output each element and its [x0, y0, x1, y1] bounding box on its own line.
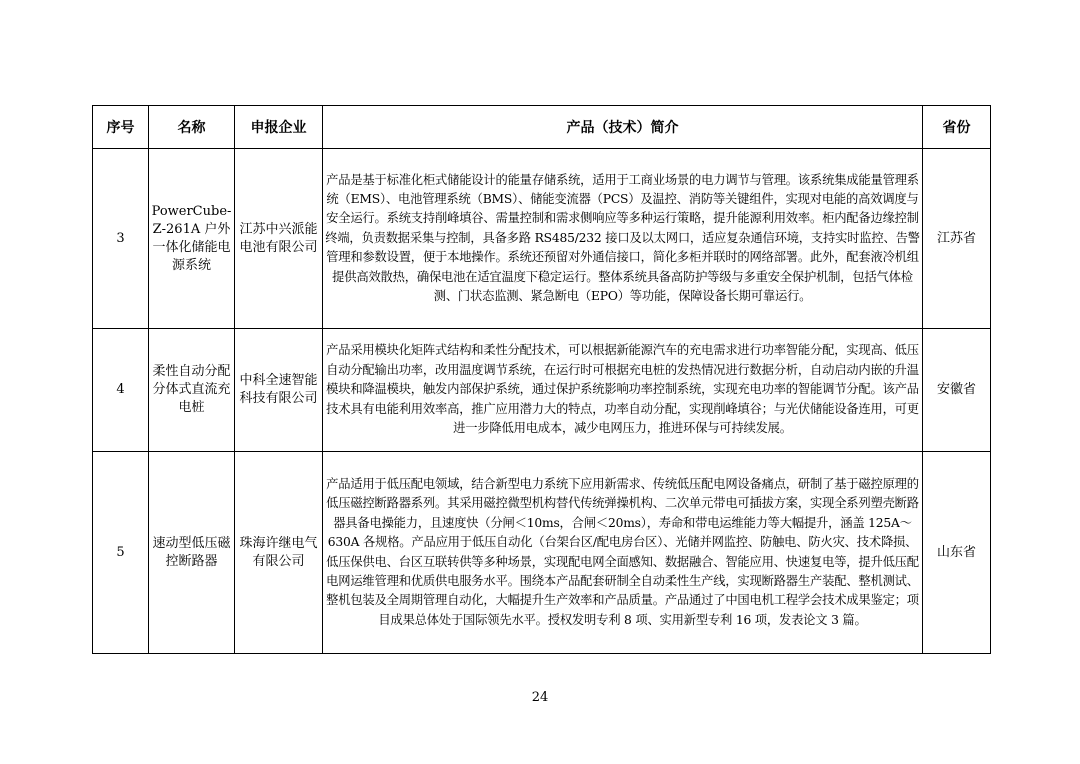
table-header-row — [93, 106, 991, 149]
page-number: 24 — [531, 690, 549, 705]
row-name: 速动型低压磁控断路器 — [149, 452, 235, 654]
row-company: 珠海许继电气有限公司 — [235, 452, 323, 654]
header-name: 名称 — [149, 106, 235, 149]
header-province: 省份 — [923, 106, 991, 149]
row-index: 4 — [93, 329, 149, 452]
row-name: 柔性自动分配分体式直流充电桩 — [149, 329, 235, 452]
row-intro: 产品是基于标准化柜式储能设计的能量存储系统，适用于工商业场景的电力调节与管理。该系统集成能量管理系统（EMS）、电池管理系统（BMS）、储能变流器（PCS）及温控、消防等关键组件，实现对电能的高效调度与安全运行。系统支持削峰填谷、需量控制和需求侧响应等多种运行策略，提升能源利用效率。柜内配备边缘控制终端，负责数据采集与控制，具备多路 RS485/232 接口及以太网口，适应复杂通信环境，支持实时监控、告警管理和参数设置，便于本地操作。系统还预留对外通信接口，简化多柜并联时的网络部署。此外，配套液冷机组提供高效散热，确保电池在适宜温度下稳定运行。整体系统具备高防护等级与多重安全保护机制，包括气体检测、门状态监测、紧急断电（EPO）等功能，保障设备长期可靠运行。 — [323, 149, 923, 329]
table-row — [93, 149, 991, 329]
row-province: 安徽省 — [923, 329, 991, 452]
table-row — [93, 329, 991, 452]
product-table — [92, 105, 991, 654]
table-row — [93, 452, 991, 654]
row-province: 山东省 — [923, 452, 991, 654]
row-index: 5 — [93, 452, 149, 654]
row-name: PowerCube-Z-261A 户外一体化储能电源系统 — [149, 149, 235, 329]
header-index: 序号 — [93, 106, 149, 149]
row-intro: 产品适用于低压配电领域，结合新型电力系统下应用新需求、传统低压配电网设备痛点，研制了基于磁控原理的低压磁控断路器系列。其采用磁控微型机构替代传统弹操机构、二次单元带电可插拔方案，实现全系列塑壳断路器具备电操能力，且速度快（分闸＜10ms，合闸＜20ms），寿命和带电运维能力等大幅提升，涵盖 125A～630A 各规格。产品应用于低压自动化（台架台区/配电房台区）、光储并网监控、防触电、防火灾、技术降损、低压保供电、台区互联转供等多种场景，实现配电网全面感知、数据融合、智能应用、快速复电等，提升低压配电网运维管理和优质供电服务水平。围绕本产品配套研制全自动柔性生产线，实现断路器生产装配、整机测试、整机包装及全周期管理自动化，大幅提升生产效率和产品质量。产品通过了中国电机工程学会技术成果鉴定；项目成果总体处于国际领先水平。授权发明专利 8 项、实用新型专利 16 项，发表论文 3 篇。 — [323, 452, 923, 654]
header-intro: 产品（技术）简介 — [323, 106, 923, 149]
row-province: 江苏省 — [923, 149, 991, 329]
header-company: 申报企业 — [235, 106, 323, 149]
row-company: 江苏中兴派能电池有限公司 — [235, 149, 323, 329]
row-company: 中科全速智能科技有限公司 — [235, 329, 323, 452]
row-intro: 产品采用模块化矩阵式结构和柔性分配技术，可以根据新能源汽车的充电需求进行功率智能分配，实现高、低压自动分配输出功率，改用温度调节系统，在运行时可根据充电桩的发热情况进行数据分析，自动启动内嵌的升温模块和降温模块，触发内部保护系统，通过保护系统影响功率控制系统，实现充电功率的智能调节分配。该产品技术具有电能利用效率高，推广应用潜力大的特点，功率自动分配，实现削峰填谷；与光伏储能设备连用，可更进一步降低用电成本，减少电网压力，推进环保与可持续发展。 — [323, 329, 923, 452]
row-index: 3 — [93, 149, 149, 329]
